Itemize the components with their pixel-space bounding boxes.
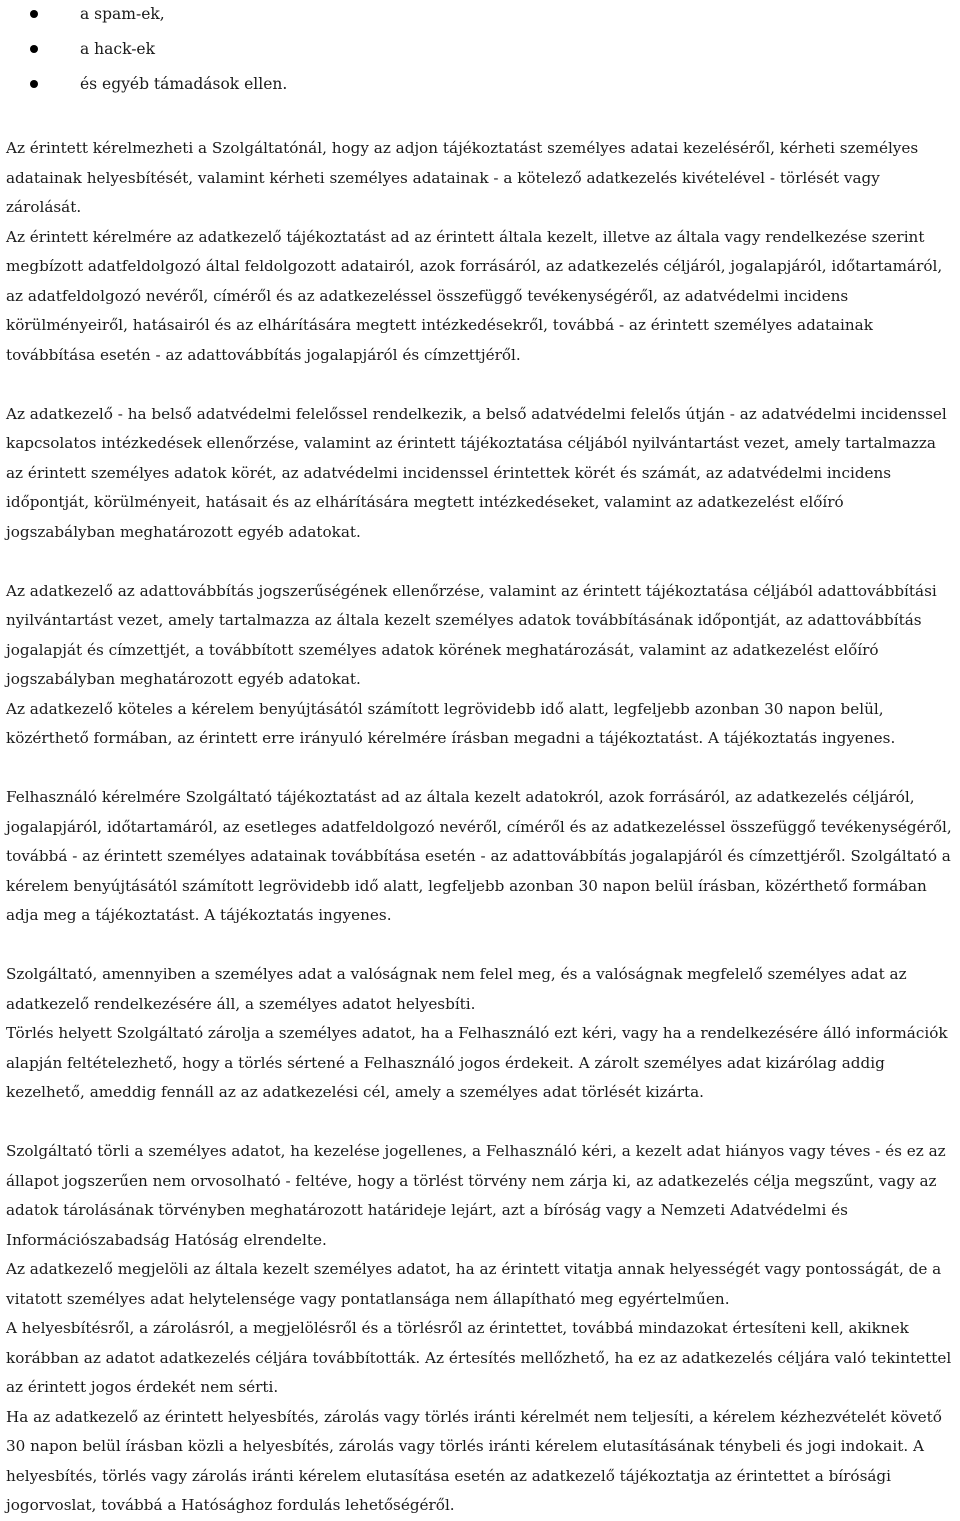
paragraph-spacer [6, 931, 954, 961]
bullet-text: a spam-ek, [80, 5, 165, 23]
paragraph: Az adatkezelő megjelöli az általa kezelt személyes adatot, ha az érintett vitatja annak helyességét vagy pontosságát, de a vitatott személyes adat helytelensége vagy pontatlansága nem állapítható meg egyértelműen. [6, 1260, 942, 1308]
paragraph: Szolgáltató törli a személyes adatot, ha kezelése jogellenes, a Felhasználó kéri, a kezelt adat hiányos vagy téves - és ez az állapot jogszerűen nem orvosolható - feltéve, hogy a törlést törvény nem zárja ki, az adatkezelés célja megszűnt, vagy az adatok tárolásának törvényben meghatározott határideje lejárt, azt a bíróság vagy a Nemzeti Adatvédelmi és Információszabadság Hatóság elrendelte. [6, 1142, 946, 1249]
bullet-dot-icon [30, 45, 38, 53]
paragraph: Az adatkezelő - ha belső adatvédelmi felelőssel rendelkezik, a belső adatvédelmi felelős útján - az adatvédelmi incidenssel kapcsolatos intézkedések ellenőrzése, valamint az érintett tájékoztatása céljából nyilvántartást vezet, amely tartalmazza az érintett személyes adatok körét, az adatvédelmi incidenssel érintettek körét és számát, az adatvédelmi incidens időpontját, körülményeit, hatásait és az elhárítására megtett intézkedéseket, valamint az adatkezelést előíró jogszabályban meghatározott egyéb adatokat. [6, 404, 947, 541]
paragraph-spacer [6, 370, 954, 400]
paragraph-spacer [6, 547, 954, 577]
paragraph: Az adatkezelő köteles a kérelem benyújtásától számított legrövidebb idő alatt, legfeljebb azonban 30 napon belül, közérthető formában, az érintett erre irányuló kérelmére írásban megadni a tájékoztatást. A tájékoztatás ingyenes. [6, 699, 896, 747]
bullet-item [0, 72, 287, 107]
paragraph: Az érintett kérelmezheti a Szolgáltatónál, hogy az adjon tájékoztatást személyes adatai kezeléséről, kérheti személyes adatainak helyesbítését, valamint kérheti személyes adatainak - a kötelező adatkezelés kivételével - törlését vagy zárolását. [6, 139, 919, 216]
bullet-dot-icon [30, 80, 38, 88]
bullet-item [0, 37, 287, 72]
bullet-text: a hack-ek [80, 40, 155, 58]
paragraph: Szolgáltató, amennyiben a személyes adat a valóságnak nem felel meg, és a valóságnak megfelelő személyes adat az adatkezelő rendelkezésére áll, a személyes adatot helyesbíti. [6, 965, 907, 1013]
bullet-dot-icon [30, 10, 38, 18]
paragraph: Ha az adatkezelő az érintett helyesbítés, zárolás vagy törlés iránti kérelmét nem teljesíti, a kérelem kézhezvételét követő 30 napon belül írásban közli a helyesbítés, zárolás vagy törlés iránti kérelem elutasításának ténybeli és jogi indokait. A helyesbítés, törlés vagy zárolás iránti kérelem elutasítása esetén az adatkezelő tájékoztatja az érintettet a bírósági jogorvoslat, továbbá a Hatósághoz fordulás lehetőségéről. [6, 1407, 942, 1514]
bullet-text: és egyéb támadások ellen. [80, 75, 288, 93]
paragraph: Törlés helyett Szolgáltató zárolja a személyes adatot, ha a Felhasználó ezt kéri, vagy ha a rendelkezésére álló információk alapján feltételezhető, hogy a törlés sértené a Felhasználó jogos érdekeit. A zárolt személyes adat kizárólag addig kezelhető, ameddig fennáll az az adatkezelési cél, amely a személyes adat törlését kizárta. [6, 1024, 948, 1101]
paragraph: A helyesbítésről, a zárolásról, a megjelölésről és a törlésről az érintettet, továbbá mindazokat értesíteni kell, akiknek korábban az adatot adatkezelés céljára továbbították. Az értesítés mellőzhető, ha ez az adatkezelés céljára való tekintettel az érintett jogos érdekét nem sérti. [6, 1319, 952, 1396]
body-text [6, 134, 954, 1521]
paragraph: Az érintett kérelmére az adatkezelő tájékoztatást ad az érintett általa kezelt, illetve az általa vagy rendelkezése szerint megbízott adatfeldolgozó által feldolgozott adatairól, azok forrásáról, az adatkezelés céljáról, jogalapjáról, időtartamáról, az adatfeldolgozó nevéről, címéről és az adatkezeléssel összefüggő tevékenységéről, az adatvédelmi incidens körülményeiről, hatásairól és az elhárítására megtett intézkedésekről, továbbá - az érintett személyes adatainak továbbítása esetén - az adattovábbítás jogalapjáról és címzettjéről. [6, 227, 943, 364]
paragraph-spacer [6, 754, 954, 784]
bullet-item [0, 2, 287, 37]
paragraph: Felhasználó kérelmére Szolgáltató tájékoztatást ad az általa kezelt adatokról, azok forrásáról, az adatkezelés céljáról, jogalapjáról, időtartamáról, az esetleges adatfeldolgozó nevéről, címéről és az adatkezeléssel összefüggő tevékenységéről, továbbá - az érintett személyes adatainak továbbítása esetén - az adattovábbítás jogalapjáról és címzettjéről. Szolgáltató a kérelem benyújtásától számított legrövidebb idő alatt, legfeljebb azonban 30 napon belül írásban, közérthető formában adja meg a tájékoztatást. A tájékoztatás ingyenes. [6, 788, 952, 924]
bullet-list [0, 2, 287, 107]
paragraph: Az adatkezelő az adattovábbítás jogszerűségének ellenőrzése, valamint az érintett tájékoztatása céljából adattovábbítási nyilvántartást vezet, amely tartalmazza az általa kezelt személyes adatok továbbításának időpontját, az adattovábbítás jogalapját és címzettjét, a továbbított személyes adatok körének meghatározását, valamint az adatkezelést előíró jogszabályban meghatározott egyéb adatokat. [6, 581, 937, 688]
paragraph-spacer [6, 1108, 954, 1138]
